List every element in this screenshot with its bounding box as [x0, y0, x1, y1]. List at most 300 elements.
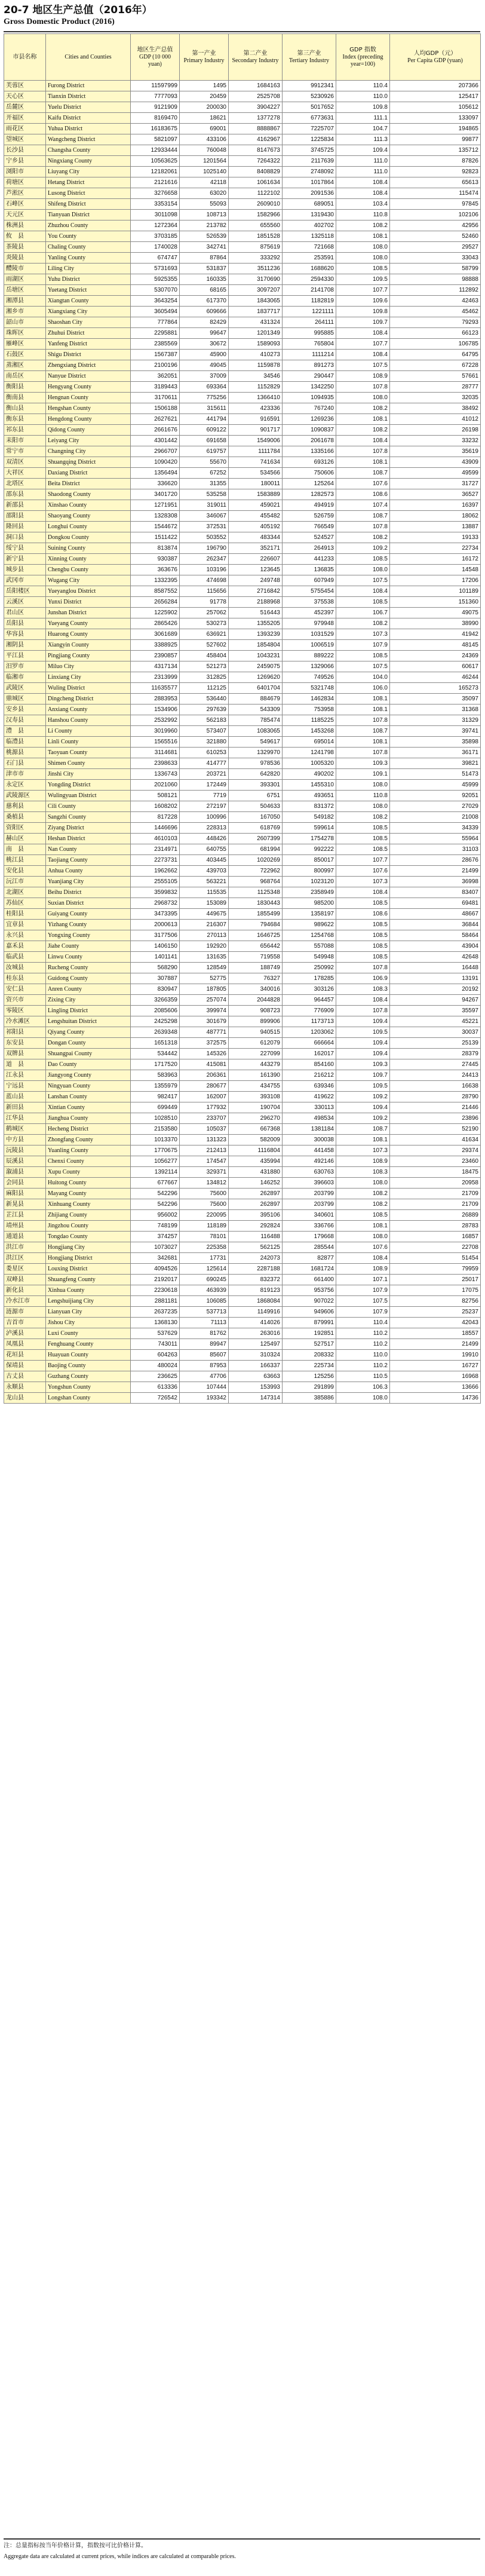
gdp-value: 4094526 — [131, 1264, 180, 1275]
tertiary-value: 850017 — [283, 855, 336, 866]
table-row — [4, 640, 481, 651]
city-name-en: Yuetang District — [46, 285, 131, 296]
secondary-value: 431880 — [229, 1167, 283, 1178]
primary-value: 115656 — [180, 586, 229, 597]
per-capita-value: 31103 — [390, 844, 481, 855]
gdp-value: 3189443 — [131, 382, 180, 393]
primary-value: 7719 — [180, 791, 229, 801]
per-capita-value: 14548 — [390, 565, 481, 575]
gdp-index-value: 108.2 — [336, 220, 390, 231]
primary-value: 52775 — [180, 973, 229, 984]
tertiary-value: 992222 — [283, 844, 336, 855]
tertiary-value: 5017652 — [283, 102, 336, 113]
primary-value: 216307 — [180, 920, 229, 930]
city-name-en: Beihu District — [46, 887, 131, 898]
per-capita-value: 28777 — [390, 382, 481, 393]
secondary-value: 1329970 — [229, 748, 283, 758]
tertiary-value: 749526 — [283, 672, 336, 683]
table-row — [4, 1328, 481, 1339]
city-name-en: Zixing City — [46, 995, 131, 1006]
table-row — [4, 188, 481, 199]
city-name-cn: 雨花区 — [4, 124, 46, 134]
city-name-cn: 株洲县 — [4, 220, 46, 231]
tertiary-value: 1111214 — [283, 350, 336, 360]
secondary-value: 681994 — [229, 844, 283, 855]
primary-value: 37009 — [180, 371, 229, 382]
primary-value: 68165 — [180, 285, 229, 296]
tertiary-value: 995885 — [283, 328, 336, 339]
gdp-index-value: 108.5 — [336, 834, 390, 844]
per-capita-value: 19133 — [390, 532, 481, 543]
city-name-cn: 岳麓区 — [4, 102, 46, 113]
city-name-en: Longshan County — [46, 1393, 131, 1404]
city-name-cn: 新化县 — [4, 1285, 46, 1296]
gdp-index-value: 111.0 — [336, 167, 390, 177]
table-row — [4, 285, 481, 296]
table-row — [4, 177, 481, 188]
gdp-index-value: 109.3 — [336, 758, 390, 769]
primary-value: 372575 — [180, 1038, 229, 1049]
tertiary-value: 1282573 — [283, 489, 336, 500]
gdp-value: 2532992 — [131, 715, 180, 726]
bottom-rule — [4, 2538, 480, 2540]
table-row — [4, 393, 481, 403]
gdp-index-value: 108.2 — [336, 1189, 390, 1199]
gdp-value: 3170611 — [131, 393, 180, 403]
gdp-value: 3643254 — [131, 296, 180, 307]
tertiary-value: 2091536 — [283, 188, 336, 199]
city-name-en: Yanfeng District — [46, 339, 131, 350]
tertiary-value: 1241798 — [283, 748, 336, 758]
primary-value: 42118 — [180, 177, 229, 188]
primary-value: 174547 — [180, 1156, 229, 1167]
secondary-value: 310324 — [229, 1350, 283, 1361]
city-name-en: Linwu County — [46, 952, 131, 963]
tertiary-value: 549948 — [283, 952, 336, 963]
city-name-en: Luxi County — [46, 1328, 131, 1339]
gdp-value: 8587552 — [131, 586, 180, 597]
tertiary-value: 441233 — [283, 554, 336, 565]
secondary-value: 1549006 — [229, 436, 283, 446]
per-capita-value: 65613 — [390, 177, 481, 188]
city-name-en: Qiyang County — [46, 1027, 131, 1038]
header-text: 人均GDP（元） — [413, 50, 457, 57]
tertiary-value: 1203062 — [283, 1027, 336, 1038]
city-name-cn: 云溪区 — [4, 597, 46, 608]
gdp-value: 1740028 — [131, 242, 180, 253]
gdp-index-value: 108.5 — [336, 952, 390, 963]
primary-value: 115535 — [180, 887, 229, 898]
primary-value: 125614 — [180, 1264, 229, 1275]
gdp-value: 307887 — [131, 973, 180, 984]
gdp-value: 363676 — [131, 565, 180, 575]
per-capita-value: 66123 — [390, 328, 481, 339]
gdp-value: 362051 — [131, 371, 180, 382]
per-capita-value: 67228 — [390, 360, 481, 371]
table-row — [4, 1167, 481, 1178]
primary-value: 91778 — [180, 597, 229, 608]
city-name-en: Shigu District — [46, 350, 131, 360]
primary-value: 200030 — [180, 102, 229, 113]
gdp-value: 1356494 — [131, 468, 180, 479]
city-name-cn: 衡东县 — [4, 414, 46, 425]
per-capita-value: 97845 — [390, 199, 481, 210]
secondary-value: 393301 — [229, 780, 283, 791]
tertiary-value: 300038 — [283, 1135, 336, 1145]
primary-value: 106085 — [180, 1296, 229, 1307]
city-name-cn: 芷江县 — [4, 1210, 46, 1221]
per-capita-value: 82756 — [390, 1296, 481, 1307]
city-name-cn: 芙蓉区 — [4, 81, 46, 91]
city-name-cn: 临湘市 — [4, 672, 46, 683]
tertiary-value: 689051 — [283, 199, 336, 210]
secondary-value: 414026 — [229, 1318, 283, 1328]
table-row — [4, 855, 481, 866]
city-name-en: Heshan District — [46, 834, 131, 844]
city-name-cn: 城步县 — [4, 565, 46, 575]
tertiary-value: 396603 — [283, 1178, 336, 1189]
per-capita-value: 26198 — [390, 425, 481, 436]
city-name-cn: 邵阳县 — [4, 511, 46, 522]
secondary-value: 116488 — [229, 1232, 283, 1242]
city-name-cn: 龙山县 — [4, 1393, 46, 1404]
per-capita-value: 112892 — [390, 285, 481, 296]
primary-value: 105037 — [180, 1124, 229, 1135]
per-capita-value: 52460 — [390, 231, 481, 242]
city-name-en: Miluo City — [46, 661, 131, 672]
city-name-en: Tianxin District — [46, 91, 131, 102]
table-row — [4, 1307, 481, 1318]
secondary-value: 1583889 — [229, 489, 283, 500]
gdp-index-value: 111.1 — [336, 113, 390, 124]
city-name-cn: 临澧县 — [4, 737, 46, 748]
table-row — [4, 382, 481, 393]
city-name-en: Yunxi District — [46, 597, 131, 608]
per-capita-value: 23460 — [390, 1156, 481, 1167]
gdp-index-value: 108.1 — [336, 737, 390, 748]
tertiary-value: 179668 — [283, 1232, 336, 1242]
gdp-value: 1090420 — [131, 457, 180, 468]
table-row — [4, 823, 481, 834]
city-name-en: Suining County — [46, 543, 131, 554]
per-capita-value: 92051 — [390, 791, 481, 801]
city-name-cn: 沅陵县 — [4, 1145, 46, 1156]
per-capita-value: 20192 — [390, 984, 481, 995]
gdp-index-value: 108.5 — [336, 823, 390, 834]
gdp-value: 2021060 — [131, 780, 180, 791]
city-name-cn: 北湖区 — [4, 887, 46, 898]
table-row — [4, 930, 481, 941]
table-row — [4, 1145, 481, 1156]
tertiary-value: 208332 — [283, 1350, 336, 1361]
primary-value: 262347 — [180, 554, 229, 565]
primary-value: 399974 — [180, 1006, 229, 1016]
city-name-en: Jinshi City — [46, 769, 131, 780]
gdp-index-value: 108.0 — [336, 393, 390, 403]
gdp-value: 5925355 — [131, 274, 180, 285]
city-name-en: Guidong County — [46, 973, 131, 984]
gdp-index-value: 108.5 — [336, 941, 390, 952]
gdp-value: 3388925 — [131, 640, 180, 651]
city-name-en: Ningyuan County — [46, 1081, 131, 1092]
header-primary — [180, 34, 229, 81]
city-name-cn: 南岳区 — [4, 371, 46, 382]
gdp-index-value: 108.5 — [336, 898, 390, 909]
city-name-cn: 冷水江市 — [4, 1296, 46, 1307]
gdp-value: 3266359 — [131, 995, 180, 1006]
gdp-index-value: 109.2 — [336, 1113, 390, 1124]
city-name-cn: 花垣县 — [4, 1350, 46, 1361]
header-text: GDP (10 000 yuan) — [139, 53, 171, 68]
secondary-value: 2044828 — [229, 995, 283, 1006]
per-capita-value: 48667 — [390, 909, 481, 920]
note-en: Aggregate data are calculated at current prices, while indices are calculated at comparable prices. — [4, 2553, 236, 2560]
city-name-cn: 澧 县 — [4, 726, 46, 737]
city-name-cn: 桃江县 — [4, 855, 46, 866]
secondary-value: 190704 — [229, 1102, 283, 1113]
table-notes — [4, 2541, 481, 2562]
city-name-en: Qidong County — [46, 425, 131, 436]
city-name-en: Beita District — [46, 479, 131, 489]
gdp-value: 1962662 — [131, 866, 180, 877]
header-city-cn — [4, 34, 46, 81]
gdp-value: 699449 — [131, 1102, 180, 1113]
primary-value: 55670 — [180, 457, 229, 468]
table-row — [4, 672, 481, 683]
city-name-cn: 邵东县 — [4, 489, 46, 500]
gdp-index-value: 108.0 — [336, 1232, 390, 1242]
secondary-value: 2716842 — [229, 586, 283, 597]
table-row — [4, 834, 481, 844]
per-capita-value: 133097 — [390, 113, 481, 124]
per-capita-value: 49075 — [390, 608, 481, 618]
secondary-value: 249748 — [229, 575, 283, 586]
tertiary-value: 5321748 — [283, 683, 336, 694]
secondary-value: 1377278 — [229, 113, 283, 124]
city-name-en: Yanling County — [46, 253, 131, 264]
primary-value: 225358 — [180, 1242, 229, 1253]
primary-value: 619757 — [180, 446, 229, 457]
primary-value: 17731 — [180, 1253, 229, 1264]
gdp-value: 10563625 — [131, 156, 180, 167]
table-row — [4, 1232, 481, 1242]
secondary-value: 161390 — [229, 1070, 283, 1081]
gdp-value: 342681 — [131, 1253, 180, 1264]
gdp-value: 1271951 — [131, 500, 180, 511]
city-name-cn: 双牌县 — [4, 1049, 46, 1059]
city-name-cn: 大祥区 — [4, 468, 46, 479]
table-row — [4, 328, 481, 339]
tertiary-value: 1754278 — [283, 834, 336, 844]
gdp-index-value: 107.8 — [336, 963, 390, 973]
primary-value: 531837 — [180, 264, 229, 274]
gdp-value: 604263 — [131, 1350, 180, 1361]
gdp-value: 2627621 — [131, 414, 180, 425]
gdp-index-value: 107.5 — [336, 661, 390, 672]
primary-value: 30672 — [180, 339, 229, 350]
table-row — [4, 844, 481, 855]
tertiary-value: 3745725 — [283, 145, 336, 156]
city-name-en: Shimen County — [46, 758, 131, 769]
top-rule — [4, 31, 480, 32]
header-secondary — [229, 34, 283, 81]
header-text: Cities and Counties — [65, 53, 112, 60]
per-capita-value: 42043 — [390, 1318, 481, 1328]
gdp-index-value: 108.9 — [336, 1156, 390, 1167]
secondary-value: 1589093 — [229, 339, 283, 350]
table-row — [4, 737, 481, 748]
city-name-cn: 汉寿县 — [4, 715, 46, 726]
secondary-value: 6401704 — [229, 683, 283, 694]
secondary-value: 188749 — [229, 963, 283, 973]
table-row — [4, 360, 481, 371]
primary-value: 82429 — [180, 317, 229, 328]
table-row — [4, 350, 481, 360]
gdp-value: 813874 — [131, 543, 180, 554]
per-capita-value: 28790 — [390, 1092, 481, 1102]
gdp-value: 1717520 — [131, 1059, 180, 1070]
per-capita-value: 41012 — [390, 414, 481, 425]
secondary-value: 534566 — [229, 468, 283, 479]
tertiary-value: 493651 — [283, 791, 336, 801]
city-name-cn: 醴陵市 — [4, 264, 46, 274]
secondary-value: 6751 — [229, 791, 283, 801]
tertiary-value: 1006519 — [283, 640, 336, 651]
city-name-cn: 资兴市 — [4, 995, 46, 1006]
per-capita-value: 21446 — [390, 1102, 481, 1113]
gdp-value: 677667 — [131, 1178, 180, 1189]
gdp-index-value: 108.5 — [336, 844, 390, 855]
per-capita-value: 28379 — [390, 1049, 481, 1059]
tertiary-value: 693126 — [283, 457, 336, 468]
gdp-index-value: 109.3 — [336, 1059, 390, 1070]
city-name-en: Anxiang County — [46, 705, 131, 715]
header-gdp — [131, 34, 180, 81]
city-name-en: Xinhua County — [46, 1285, 131, 1296]
gdp-value: 1401141 — [131, 952, 180, 963]
primary-value: 474698 — [180, 575, 229, 586]
city-name-en: Linxiang City — [46, 672, 131, 683]
tertiary-value: 599614 — [283, 823, 336, 834]
secondary-value: 1061634 — [229, 177, 283, 188]
city-name-cn: 耒阳市 — [4, 436, 46, 446]
gdp-index-value: 108.1 — [336, 457, 390, 468]
gdp-index-value: 110.8 — [336, 210, 390, 220]
gdp-value: 1028510 — [131, 1113, 180, 1124]
gdp-value: 1336743 — [131, 769, 180, 780]
table-row — [4, 543, 481, 554]
city-name-en: Dingcheng District — [46, 694, 131, 705]
table-row — [4, 1189, 481, 1199]
tertiary-value: 1681724 — [283, 1264, 336, 1275]
table-row — [4, 683, 481, 694]
table-row — [4, 1081, 481, 1092]
per-capita-value: 13191 — [390, 973, 481, 984]
header-text: 市县名称 — [13, 53, 37, 60]
primary-value: 85607 — [180, 1350, 229, 1361]
secondary-value: 1646725 — [229, 930, 283, 941]
gdp-index-value: 107.8 — [336, 1006, 390, 1016]
city-name-en: Junshan District — [46, 608, 131, 618]
per-capita-value: 17075 — [390, 1285, 481, 1296]
gdp-value: 1328308 — [131, 511, 180, 522]
gdp-index-value: 108.1 — [336, 694, 390, 705]
gdp-value: 2230618 — [131, 1285, 180, 1296]
table-row — [4, 984, 481, 995]
gdp-index-value: 108.6 — [336, 909, 390, 920]
gdp-value: 4317134 — [131, 661, 180, 672]
city-name-en: Jiangyong County — [46, 1070, 131, 1081]
secondary-value: 395106 — [229, 1210, 283, 1221]
city-name-en: Kaifu District — [46, 113, 131, 124]
city-name-en: Zhongfang County — [46, 1135, 131, 1145]
table-row — [4, 231, 481, 242]
primary-value: 99647 — [180, 328, 229, 339]
primary-value: 203721 — [180, 769, 229, 780]
table-row — [4, 1371, 481, 1382]
secondary-value: 166337 — [229, 1361, 283, 1371]
gdp-index-value: 109.2 — [336, 1092, 390, 1102]
tertiary-value: 1031529 — [283, 629, 336, 640]
table-row — [4, 1038, 481, 1049]
table-row — [4, 629, 481, 640]
secondary-value: 1684163 — [229, 81, 283, 91]
city-name-cn: 平江县 — [4, 651, 46, 661]
gdp-index-value: 108.4 — [336, 328, 390, 339]
city-name-en: Xupu County — [46, 1167, 131, 1178]
gdp-index-value: 109.4 — [336, 1049, 390, 1059]
tertiary-value: 336766 — [283, 1221, 336, 1232]
city-name-en: Xinning County — [46, 554, 131, 565]
gdp-value: 1392114 — [131, 1167, 180, 1178]
city-name-en: You County — [46, 231, 131, 242]
city-name-en: Hanshou County — [46, 715, 131, 726]
city-name-cn: 茶陵县 — [4, 242, 46, 253]
table-row — [4, 1006, 481, 1016]
city-name-cn: 绥宁县 — [4, 543, 46, 554]
tertiary-value: 1325118 — [283, 231, 336, 242]
gdp-value: 16183675 — [131, 124, 180, 134]
city-name-en: Xinhuang County — [46, 1199, 131, 1210]
table-row — [4, 963, 481, 973]
tertiary-value: 1453268 — [283, 726, 336, 737]
per-capita-value: 21709 — [390, 1199, 481, 1210]
title-block — [4, 4, 152, 27]
city-name-en: Shuangfeng County — [46, 1275, 131, 1285]
secondary-value: 3097207 — [229, 285, 283, 296]
secondary-value: 3170690 — [229, 274, 283, 285]
city-name-en: Lingling District — [46, 1006, 131, 1016]
table-row — [4, 1318, 481, 1328]
tertiary-value: 891273 — [283, 360, 336, 371]
table-row — [4, 1221, 481, 1232]
primary-value: 187805 — [180, 984, 229, 995]
table-row — [4, 909, 481, 920]
tertiary-value: 549182 — [283, 812, 336, 823]
per-capita-value: 27029 — [390, 801, 481, 812]
city-name-cn: 湘阴县 — [4, 640, 46, 651]
city-name-en: Pingjiang County — [46, 651, 131, 661]
gdp-value: 817228 — [131, 812, 180, 823]
gdp-index-value: 109.8 — [336, 307, 390, 317]
gdp-index-value: 104.0 — [336, 672, 390, 683]
primary-value: 537713 — [180, 1307, 229, 1318]
primary-value: 414777 — [180, 758, 229, 769]
city-name-en: Tongdao County — [46, 1232, 131, 1242]
per-capita-value: 98888 — [390, 274, 481, 285]
tertiary-value: 5230926 — [283, 91, 336, 102]
city-name-cn: 靖州县 — [4, 1221, 46, 1232]
